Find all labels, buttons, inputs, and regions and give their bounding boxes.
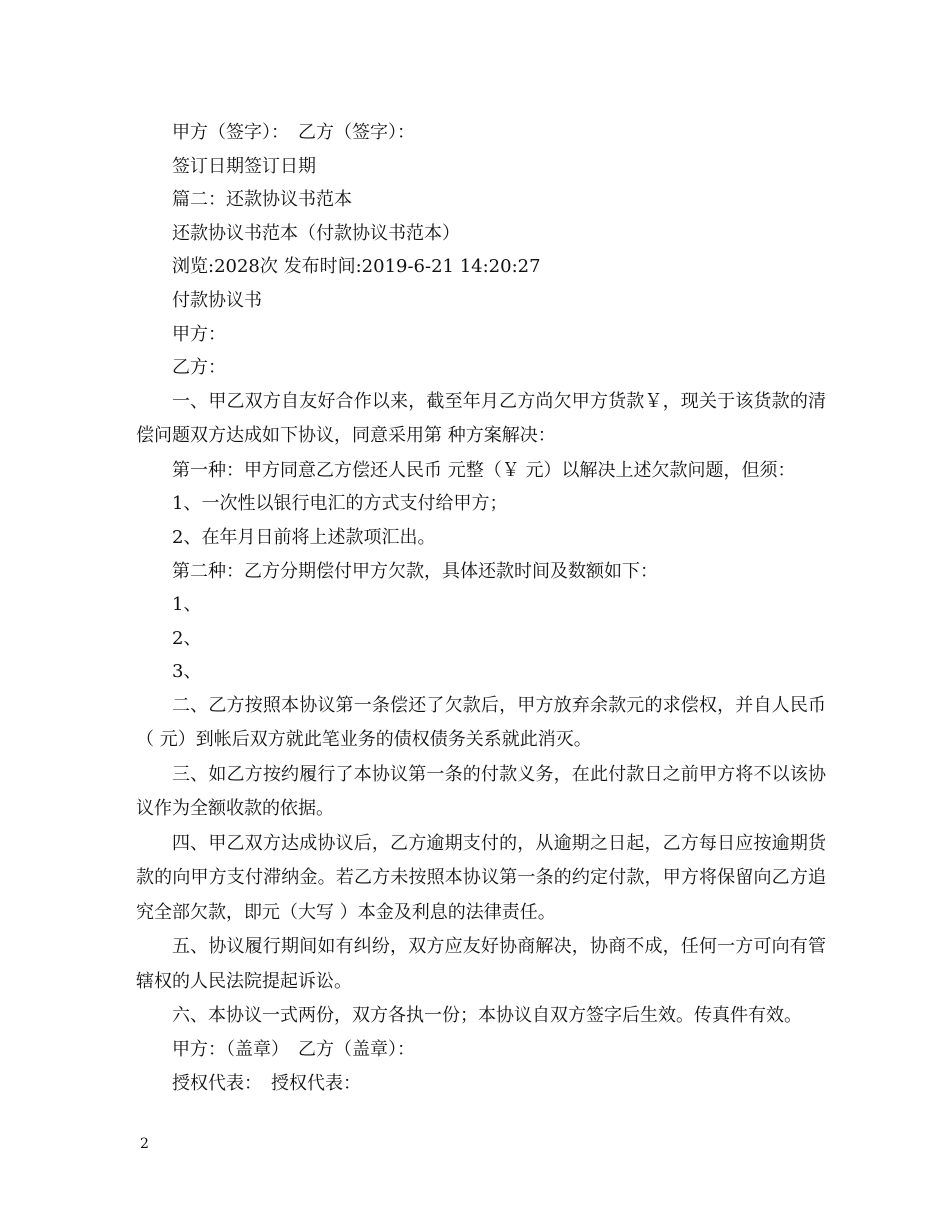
- option-one: 第一种：甲方同意乙方偿还人民币 元整（￥ 元）以解决上述欠款问题，但须：: [172, 459, 796, 481]
- page-number: 2: [140, 1136, 149, 1152]
- installment-item-2: 2、: [172, 627, 202, 649]
- party-a-line: 甲方：: [172, 323, 226, 345]
- seal-line: 甲方：（盖章） 乙方（盖章）：: [172, 1039, 415, 1060]
- installment-item-1: 1、: [172, 594, 202, 616]
- view-publish-info: 浏览:2028次 发布时间:2019-6-21 14:20:27: [172, 256, 541, 278]
- option-two: 第二种：乙方分期偿付甲方欠款，具体还款时间及数额如下：: [172, 560, 658, 582]
- clause-one: 一、甲乙双方自友好合作以来，截至年月乙方尚欠甲方货款￥，现关于该货款的清偿问题双方达成如下协议，同意采用第 种方案解决：: [136, 390, 826, 447]
- option-one-item-2: 2、在年月日前将上述款项汇出。: [172, 526, 436, 548]
- clause-six: 六、本协议一式两份，双方各执一份；本协议自双方签字后生效。传真件有效。: [172, 1005, 802, 1027]
- document-body: [136, 116, 826, 1100]
- installment-item-3: 3、: [172, 661, 202, 683]
- clause-four: 四、甲乙双方达成协议后，乙方逾期支付的，从逾期之日起，乙方每日应按逾期货款的向甲方支付滞纳金。若乙方未按照本协议第一条的约定付款，甲方将保留向乙方追究全部欠款，即元（大写 ）本金及利息的法律责任。: [136, 832, 826, 923]
- clause-five: 五、协议履行期间如有纠纷，双方应友好协商解决，协商不成，任何一方可向有管辖权的人民法院提起诉讼。: [136, 936, 826, 992]
- document-subtitle: 还款协议书范本（付款协议书范本）: [172, 222, 460, 244]
- option-one-item-1: 1、一次性以银行电汇的方式支付给甲方；: [172, 493, 508, 515]
- signature-header-line: 甲方（签字）： 乙方（签字）：: [172, 122, 415, 143]
- clause-three: 三、如乙方按约履行了本协议第一条的付款义务，在此付款日之前甲方将不以该协议作为全额收款的依据。: [136, 763, 826, 820]
- signing-date-line: 签订日期签订日期: [172, 155, 316, 177]
- clause-two: 二、乙方按照本协议第一条偿还了欠款后，甲方放弃余款元的求偿权，并自人民币（ 元）到帐后双方就此笔业务的债权债务关系就此消灭。: [136, 694, 826, 751]
- authorized-representative-line: 授权代表： 授权代表：: [172, 1072, 361, 1094]
- section-title: 篇二：还款协议书范本: [172, 189, 352, 211]
- party-b-line: 乙方：: [172, 357, 226, 379]
- agreement-title: 付款协议书: [172, 289, 262, 311]
